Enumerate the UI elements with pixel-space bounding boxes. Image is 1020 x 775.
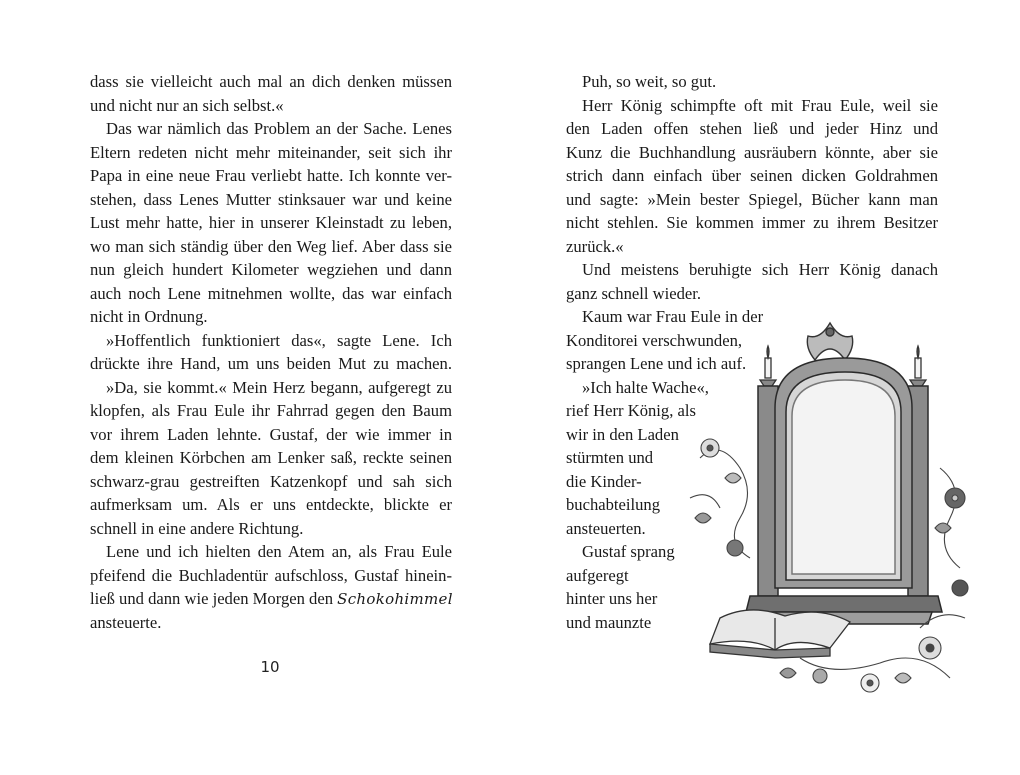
left-page-text	[90, 70, 452, 587]
text-line: den Laden offen stehen ließ und jeder Hinz und	[566, 119, 938, 138]
text-line: ganz schnell wieder.	[566, 283, 702, 303]
text-line: Papa in eine neue Frau verliebt hatte. Ich konnte ver-	[90, 166, 452, 185]
text-line-script	[90, 587, 452, 611]
text-line: Eltern redeten nicht mehr miteinander, seit sich ihr	[90, 142, 452, 162]
text-line: Kaum war Frau Eule in der	[582, 307, 764, 326]
text-line: auch noch Lene mitnehmen wollte, das war einfach	[90, 283, 452, 303]
text-line: drückte ihre Hand, um uns beiden Mut zu machen.	[90, 354, 452, 373]
text-line: ansteuerten.	[566, 518, 646, 538]
page-number: 10	[260, 658, 280, 676]
text-line: vor ihrem Laden lehnte. Gustaf, der wie immer in	[90, 424, 452, 444]
text-line: Und meistens beruhigte sich Herr König danach	[582, 260, 938, 279]
text-line: Lust mehr hatte, hier in unserer Kleinstadt zu leben,	[90, 213, 452, 232]
text-line: schwarz-grau gestreiften Katzenkopf und sah sich	[90, 471, 452, 491]
text-line: hinter uns her	[566, 589, 658, 608]
text-line: stürmten und	[566, 448, 654, 467]
mirror-frame-icon	[746, 358, 942, 624]
text-line: zurück.«	[566, 236, 624, 256]
text-line: dem kleinen Körbchen am Lenker saß, reckte seinen	[90, 448, 452, 467]
ornate-mirror-illustration	[680, 318, 980, 708]
text-line: Herr König schimpfte oft mit Frau Eule, weil sie	[582, 95, 938, 115]
text-line: sprangen Lene und ich auf.	[566, 354, 747, 373]
candle-left-icon	[760, 346, 776, 386]
text-line: nicht in Ordnung.	[90, 307, 208, 326]
text-line: die Kinder-	[566, 471, 642, 491]
text-line: Kunz die Buchhandlung ausräubern könnte, aber sie	[566, 142, 938, 162]
text-line: Konditorei verschwunden,	[566, 330, 743, 350]
text-line: pfeifend die Buchladentür aufschloss, Gustaf hinein-	[90, 565, 452, 585]
text-line: und nicht nur an sich selbst.«	[90, 95, 284, 115]
left-page	[90, 70, 452, 634]
text-line: stehen, dass Lenes Mutter stinksauer war und keine	[90, 189, 452, 209]
text-line: und sagte: »Mein bester Spiegel, Bücher kann man	[566, 189, 938, 209]
text-line: buchabteilung	[566, 495, 661, 514]
text-line: aufmerksam um. Als er uns entdeckte, blickte er	[90, 495, 452, 514]
text-line: »Hoffentlich funktioniert das«, sagte Lene. Ich	[106, 330, 452, 350]
text-line: dass sie vielleicht auch mal an dich denken müssen	[90, 72, 452, 91]
open-book-icon	[710, 610, 850, 658]
text-line: schnell in eine andere Richtung.	[90, 518, 304, 538]
text-line: wo man sich ständig über den Weg lief. Aber dass sie	[90, 236, 452, 256]
text-line: aufgeregt	[566, 565, 629, 585]
mirror-crest-icon	[807, 323, 852, 360]
text-line: nicht stehlen. Sie kommen immer zu ihrem Besitzer	[566, 213, 938, 232]
text-line: Lene und ich hielten den Atem an, als Frau Eule	[106, 542, 452, 561]
text-line: nun gleich hundert Kilometer wegziehen und dann	[90, 260, 452, 279]
text-line: wir in den Laden	[566, 424, 679, 444]
text-line: und maunzte	[566, 612, 652, 632]
text-line: Puh, so weit, so gut.	[582, 72, 717, 91]
text-line-last: ansteuerte.	[90, 612, 162, 632]
text-line: strich dann einfach über seinen dicken Goldrahmen	[566, 166, 938, 185]
candle-right-icon	[910, 346, 926, 386]
text-line: »Da, sie kommt.« Mein Herz begann, aufgeregt zu	[106, 377, 452, 397]
text-line: Das war nämlich das Problem an der Sache. Lenes	[106, 119, 452, 138]
text-line: rief Herr König, als	[566, 401, 696, 420]
text-line: »Ich halte Wache«,	[582, 377, 709, 397]
text-line: Gustaf sprang	[582, 542, 675, 561]
script-word: Schokohimmel	[337, 590, 453, 608]
text-line: klopfen, als Frau Eule ihr Fahrrad gegen den Baum	[90, 401, 452, 420]
line-text: ließ und dann wie jeden Morgen den	[90, 589, 338, 608]
